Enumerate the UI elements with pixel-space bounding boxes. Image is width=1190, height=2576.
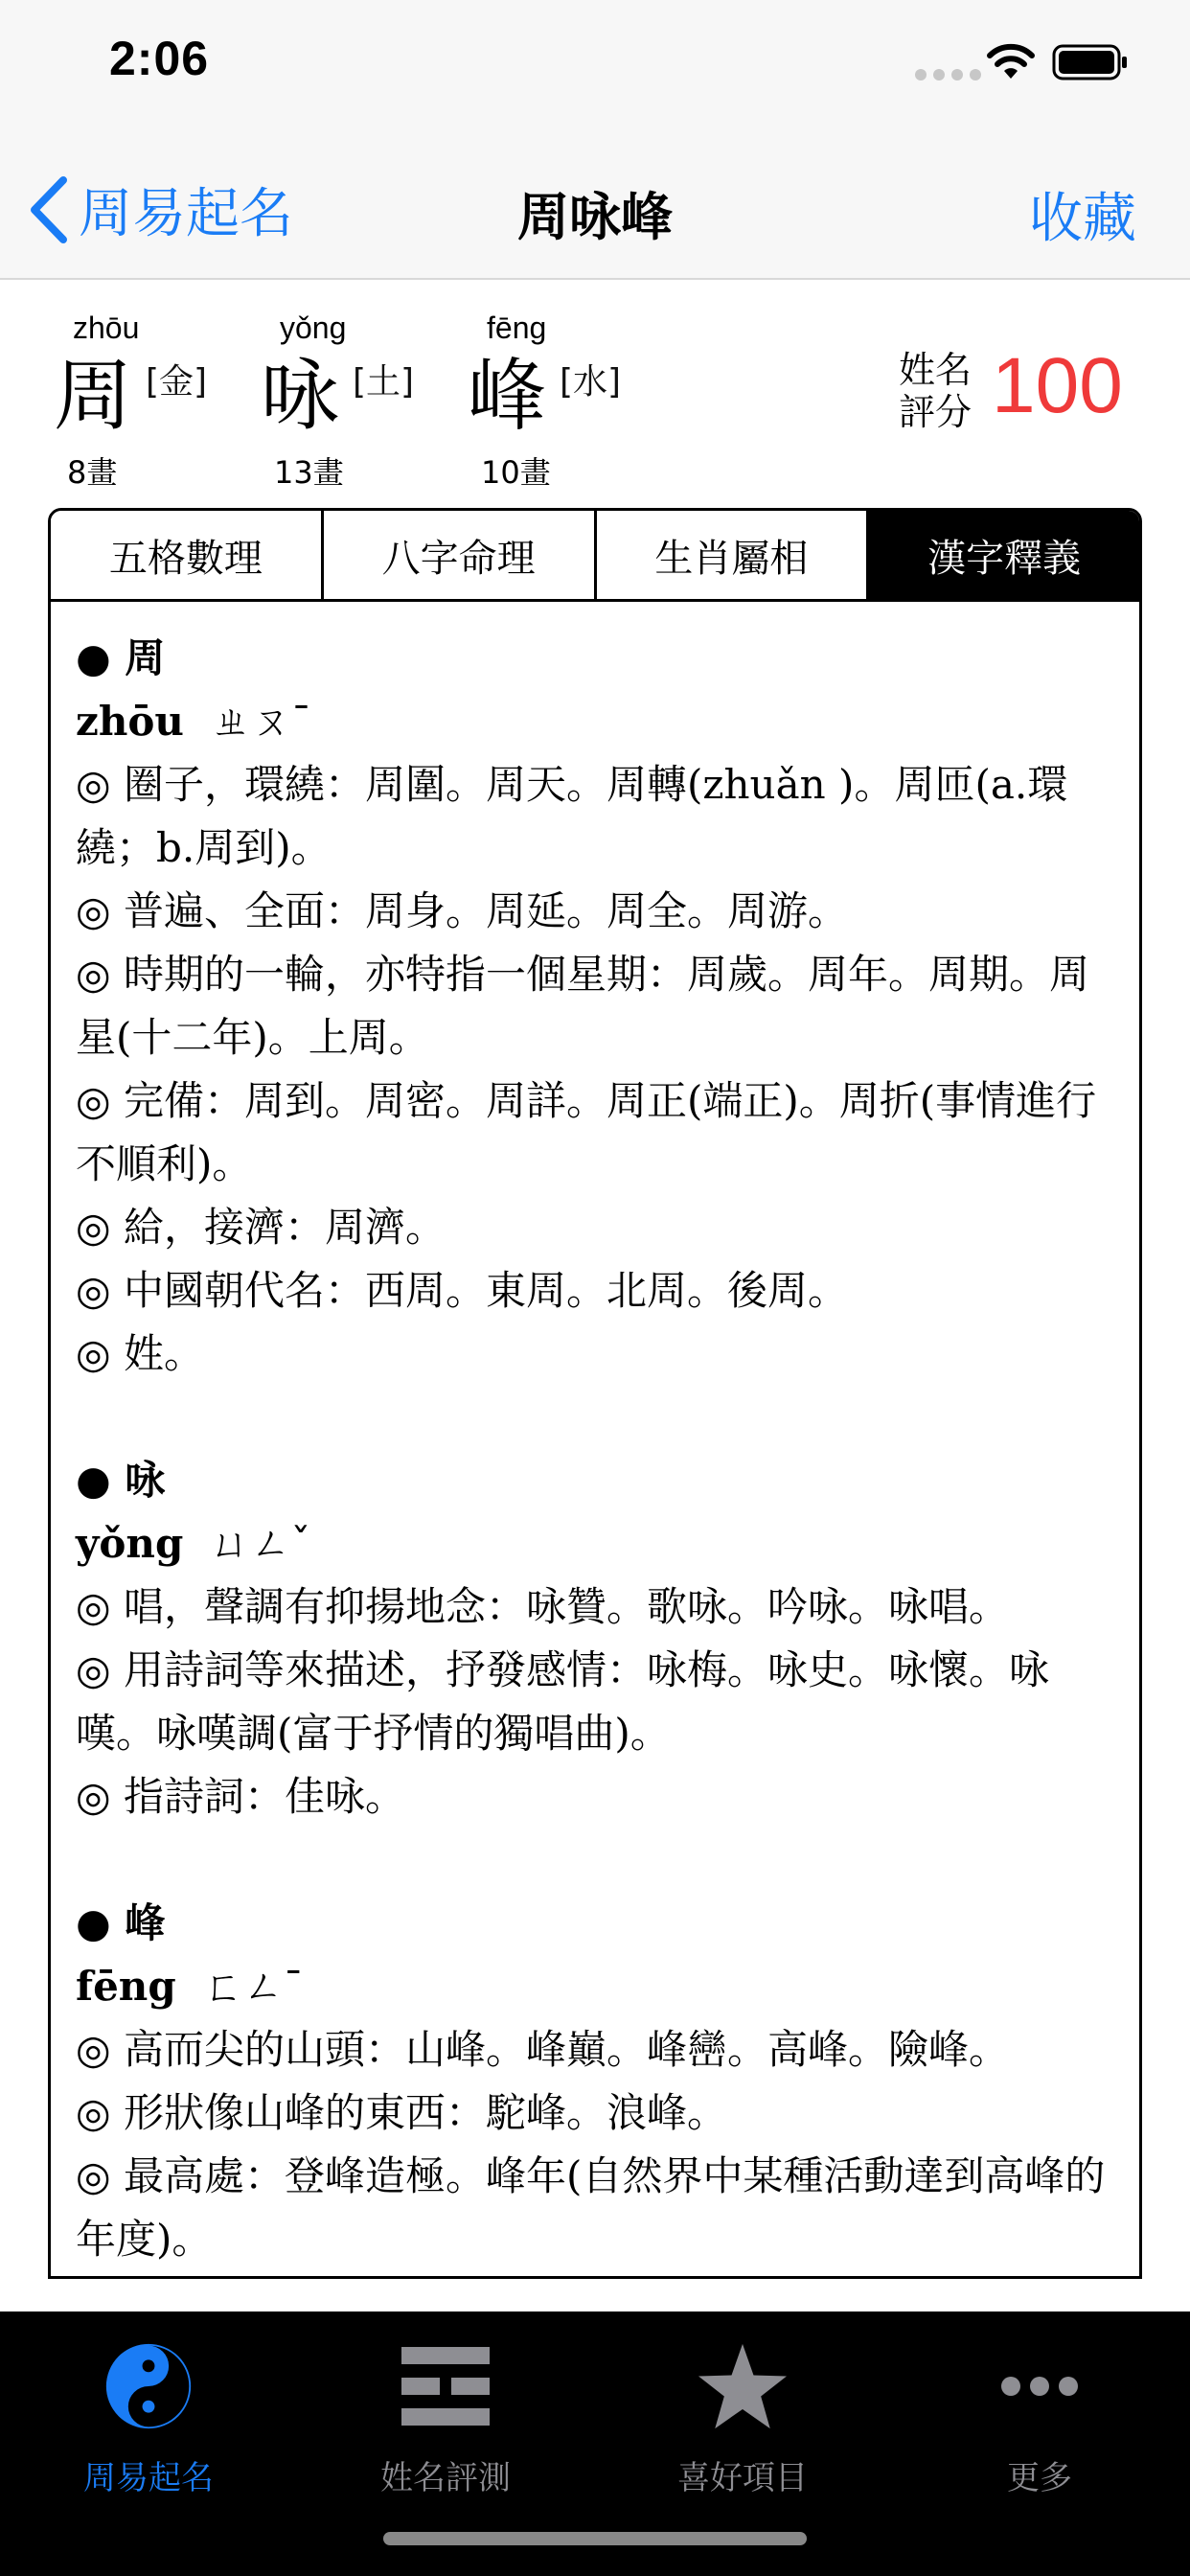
tab-five-grid[interactable]: 五格數理 xyxy=(51,511,324,599)
trigram-icon xyxy=(400,2345,492,2427)
entry-heading: ● 周 xyxy=(76,634,166,681)
char-hanzi: 周 xyxy=(54,351,133,442)
tab-bar-label: 姓名評測 xyxy=(380,2459,511,2497)
definition-line: ◎ 完備：周到。周密。周詳。周正(端正)。周折(事情進行不順利)。 xyxy=(76,1077,1097,1187)
entry-feng xyxy=(76,1892,1116,2271)
char-strokes: 8畫 xyxy=(67,454,118,491)
char-pinyin: fēng xyxy=(487,310,547,345)
char-pinyin: yǒng xyxy=(280,310,347,345)
name-header xyxy=(0,280,1190,491)
char-hanzi: 峰 xyxy=(468,351,547,442)
definition-line: ◎ 時期的一輪，亦特指一個星期：周歲。周年。周期。周星(十二年)。上周。 xyxy=(76,951,1089,1061)
name-char-3 xyxy=(468,310,659,493)
back-button-label: 周易起名 xyxy=(79,183,293,245)
more-icon xyxy=(999,2375,1080,2398)
definition-line: ◎ 普遍、全面：周身。周延。周全。周游。 xyxy=(76,887,848,934)
definition-line: ◎ 唱，聲調有抑揚地念：咏贊。歌咏。吟咏。咏唱。 xyxy=(76,1583,1009,1630)
char-strokes: 10畫 xyxy=(481,454,551,491)
char-pinyin: zhōu xyxy=(73,310,140,345)
analysis-tabs xyxy=(48,508,1142,602)
entry-pinyin-line xyxy=(76,1955,1116,2018)
entry-pinyin: fēng xyxy=(76,1963,176,2010)
name-char-2 xyxy=(261,310,452,493)
tab-bar-item-naming[interactable] xyxy=(0,2327,297,2498)
home-indicator[interactable] xyxy=(383,2532,807,2545)
tab-bar-label: 更多 xyxy=(1007,2459,1072,2497)
definition-line: ◎ 中國朝代名：西周。東周。北周。後周。 xyxy=(76,1267,848,1314)
entry-zhou xyxy=(76,627,1116,1386)
char-hanzi: 咏 xyxy=(261,351,340,442)
definition-line: ◎ 給，接濟：周濟。 xyxy=(76,1204,446,1251)
tab-bar-item-more[interactable] xyxy=(891,2327,1188,2498)
definition-line: ◎ 最高處：登峰造極。峰年(自然界中某種活動達到高峰的年度)。 xyxy=(76,2152,1106,2263)
entry-bopomofo: ㄈㄥˉ xyxy=(202,1963,304,2010)
status-time: 2:06 xyxy=(109,32,210,85)
char-strokes: 13畫 xyxy=(274,454,344,491)
definition-line: ◎ 用詩詞等來描述，抒發感情：咏梅。咏史。咏懷。咏嘆。咏嘆調(富于抒情的獨唱曲)。 xyxy=(76,1646,1049,1757)
navigation-bar xyxy=(0,126,1190,280)
battery-icon xyxy=(1052,44,1129,80)
definition-line: ◎ 圈子，環繞：周圍。周天。周轉(zhuǎn )。周匝(a.環繞；b.周到)。 xyxy=(76,761,1068,871)
status-bar xyxy=(0,0,1190,126)
char-element: [金] xyxy=(146,362,208,402)
page-title: 周咏峰 xyxy=(517,187,673,247)
entry-bopomofo: ㄩㄥˇ xyxy=(210,1520,311,1567)
entry-heading: ● 咏 xyxy=(76,1457,166,1504)
collect-button[interactable]: 收藏 xyxy=(1029,188,1136,250)
tab-character-meaning[interactable]: 漢字釋義 xyxy=(869,511,1139,599)
entry-pinyin: yǒng xyxy=(76,1520,184,1567)
tab-bar-label: 周易起名 xyxy=(83,2459,214,2497)
name-char-1 xyxy=(54,310,245,493)
tab-bar-item-favorites[interactable] xyxy=(594,2327,891,2498)
yin-yang-icon xyxy=(104,2342,193,2430)
star-icon xyxy=(697,2342,789,2430)
entry-pinyin-line xyxy=(76,1512,1116,1576)
entry-yong xyxy=(76,1449,1116,1828)
wifi-icon xyxy=(985,42,1037,80)
entry-heading: ● 峰 xyxy=(76,1899,166,1946)
definition-line: ◎ 高而尖的山頭：山峰。峰巔。峰巒。高峰。險峰。 xyxy=(76,2026,1009,2073)
entry-pinyin-line xyxy=(76,690,1116,753)
character-meaning-panel xyxy=(48,600,1142,2279)
score-label: 姓名評分 xyxy=(899,349,973,433)
char-element: [水] xyxy=(560,362,622,402)
signal-icon xyxy=(915,69,981,80)
definition-line: ◎ 形狀像山峰的東西：駝峰。浪峰。 xyxy=(76,2089,727,2136)
definition-line: ◎ 姓。 xyxy=(76,1330,204,1377)
score-value: 100 xyxy=(992,342,1123,429)
entry-pinyin: zhōu xyxy=(76,698,184,745)
tab-zodiac[interactable]: 生肖屬相 xyxy=(597,511,870,599)
entry-bopomofo: ㄓㄡˉ xyxy=(210,698,311,745)
char-element: [土] xyxy=(353,362,415,402)
tab-bar-item-evaluation[interactable] xyxy=(297,2327,594,2498)
definition-line: ◎ 指詩詞：佳咏。 xyxy=(76,1773,405,1820)
tab-bazi[interactable]: 八字命理 xyxy=(324,511,597,599)
tab-bar-label: 喜好項目 xyxy=(677,2459,808,2497)
